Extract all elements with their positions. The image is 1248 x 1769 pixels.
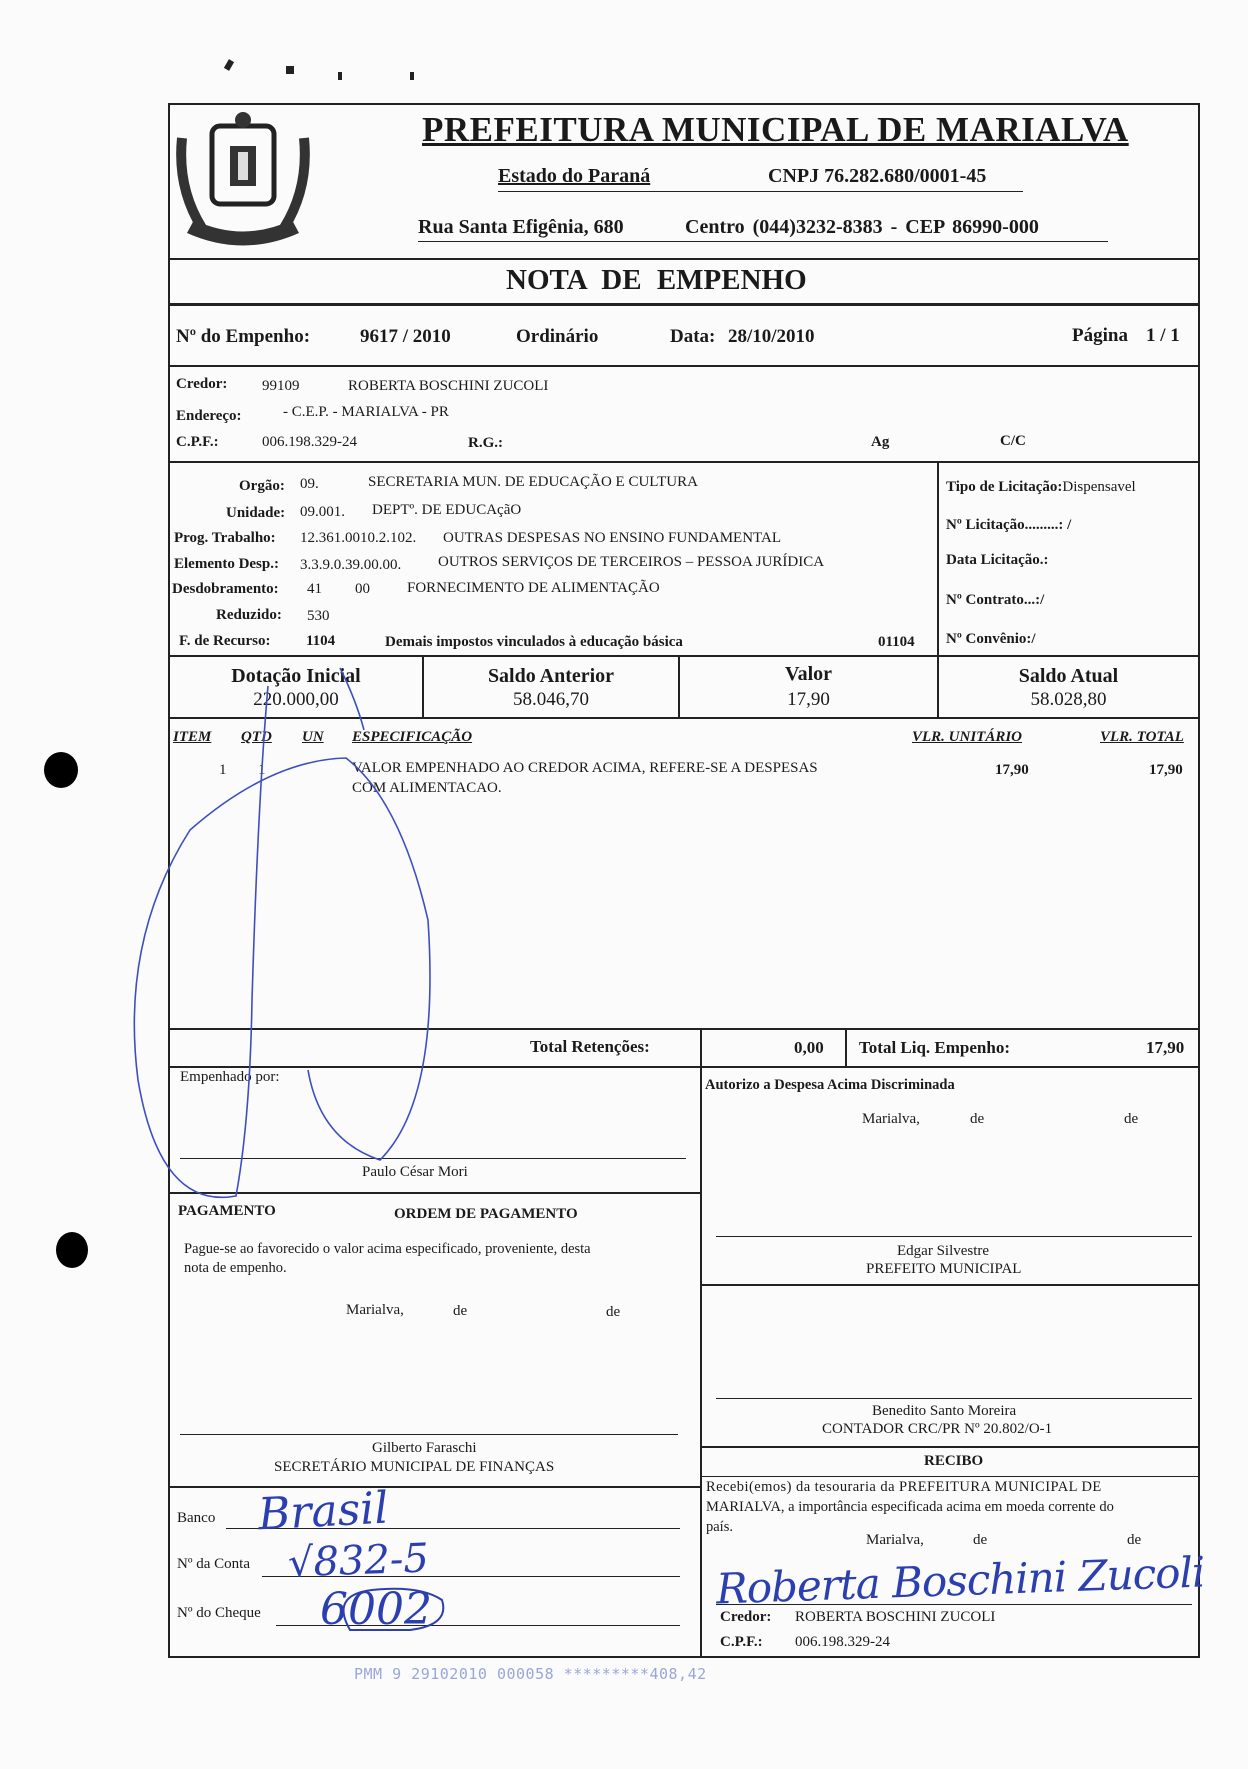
col-unit: VLR. UNITÁRIO — [912, 729, 1023, 745]
recibo-top-line — [700, 1446, 1200, 1448]
credor-label: Credor: — [176, 376, 228, 392]
conta-label: Nº da Conta — [177, 1556, 250, 1572]
unidade-desc: DEPTº. DE EDUCAçãO — [372, 502, 522, 518]
title-top-line — [168, 258, 1200, 260]
valor-label: Valor — [784, 663, 833, 685]
page-number: 1 / 1 — [1146, 325, 1180, 346]
recibo-cpf-value: 006.198.329-24 — [795, 1634, 890, 1650]
prog-label: Prog. Trabalho: — [174, 530, 276, 546]
recurso-desc: Demais impostos vinculados à educação básica — [385, 634, 683, 650]
scan-mark-3 — [338, 72, 342, 80]
item-qtd: 1 — [258, 762, 266, 778]
recibo-de-1: de — [973, 1532, 988, 1548]
recurso-code: 1104 — [306, 633, 336, 649]
lower-center-divider — [700, 1066, 702, 1658]
coat-of-arms-logo — [172, 108, 314, 258]
contador-name: Benedito Santo Moreira — [872, 1403, 1017, 1419]
item-total-value: 17,90 — [1149, 762, 1183, 778]
licitacao-data: Data Licitação.: — [946, 552, 1049, 568]
banco-label: Banco — [177, 1510, 216, 1526]
autorizo-label: Autorizo a Despesa Acima Discriminada — [705, 1077, 955, 1093]
header-contact: Centro (044)3232-8383 - CEP 86990-000 — [685, 216, 1039, 238]
ordem-text-2: nota de empenho. — [184, 1260, 287, 1276]
col-qtd: QTD — [241, 729, 272, 745]
orgao-label: Orgão: — [239, 478, 285, 494]
col-total: VLR. TOTAL — [1100, 729, 1184, 745]
handwritten-cheque: 6002 — [320, 1584, 432, 1635]
elemento-label: Elemento Desp.: — [174, 556, 279, 572]
empenho-number: 9617 / 2010 — [360, 326, 451, 347]
ordem-text-1: Pague-se ao favorecido o valor acima especificado, proveniente, desta — [184, 1241, 591, 1257]
reduzido-value: 530 — [307, 608, 330, 624]
recurso-num: 01104 — [878, 634, 915, 650]
saldo-atual-value: 58.028,80 — [1030, 689, 1107, 710]
unidade-label: Unidade: — [226, 505, 286, 521]
prefeito-bottom-line — [700, 1284, 1200, 1286]
empenho-label: Nº do Empenho: — [176, 326, 311, 347]
ordem-de-1: de — [453, 1303, 468, 1319]
ordem-label: ORDEM DE PAGAMENTO — [394, 1206, 578, 1222]
recurso-label: F. de Recurso: — [179, 633, 271, 649]
cpf-value: 006.198.329-24 — [262, 434, 357, 450]
reduzido-label: Reduzido: — [216, 607, 282, 623]
autorizo-de-1: de — [970, 1111, 985, 1127]
saldos-bottom-line — [168, 717, 1200, 719]
col-item: ITEM — [173, 729, 212, 745]
saldo-inicial-value: 220.000,00 — [253, 689, 339, 710]
credor-bottom-line — [168, 461, 1200, 463]
liq-value: 17,90 — [1146, 1038, 1185, 1057]
recibo-place: Marialva, — [866, 1532, 924, 1548]
saldo-atual-label: Saldo Atual — [1018, 665, 1119, 687]
handwritten-signature: Roberta Boschini Zucoli — [715, 1547, 1206, 1614]
endereco-label: Endereço: — [176, 408, 242, 424]
header-title: PREFEITURA MUNICIPAL DE MARIALVA — [422, 110, 1129, 149]
recibo-label-line — [700, 1476, 1200, 1477]
licitacao-tipo — [946, 479, 1136, 496]
cheque-label: Nº do Cheque — [177, 1605, 261, 1621]
ordem-place: Marialva, — [346, 1302, 404, 1318]
recibo-credor-label: Credor: — [720, 1609, 772, 1625]
recibo-credor-name: ROBERTA BOSCHINI ZUCOLI — [795, 1609, 996, 1625]
valor-value: 17,90 — [787, 689, 830, 710]
footer-stamp: PMM 9 29102010 000058 *********408,42 — [354, 1665, 707, 1683]
header-cnpj: CNPJ 76.282.680/0001-45 — [768, 165, 987, 187]
unidade-code: 09.001. — [300, 504, 345, 520]
licitacao-contrato: Nº Contrato...:/ — [946, 592, 1045, 608]
handwritten-conta: √832-5 — [287, 1535, 430, 1587]
prefeito-sign-line — [716, 1236, 1192, 1237]
credor-code: 99109 — [262, 378, 300, 394]
empenho-type: Ordinário — [516, 326, 599, 347]
saldo-inicial-label: Dotação Inicial — [231, 665, 361, 687]
autorizo-de-2: de — [1124, 1111, 1139, 1127]
recibo-text-2: MARIALVA, a importância especificada acima em moeda corrente do — [706, 1499, 1114, 1515]
elemento-code: 3.3.9.0.39.00.00. — [300, 557, 402, 573]
retencoes-value: 0,00 — [794, 1038, 824, 1057]
retencoes-label: Total Retenções: — [530, 1037, 650, 1056]
rg-label: R.G.: — [468, 435, 503, 451]
banco-top-line — [168, 1486, 700, 1488]
totals-div-1 — [700, 1028, 702, 1068]
header-state: Estado do Paraná — [498, 165, 651, 187]
orgao-code: 09. — [300, 476, 319, 492]
orgao-desc: SECRETARIA MUN. DE EDUCAÇÃO E CULTURA — [368, 474, 698, 490]
ag-label: Ag — [871, 434, 890, 450]
scan-mark-4 — [410, 72, 414, 80]
col-espec: ESPECIFICAÇÃO — [352, 729, 473, 745]
saldo-anterior-value: 58.046,70 — [513, 689, 589, 710]
licitacao-numero: Nº Licitação.........: / — [946, 517, 1072, 533]
ordem-de-2: de — [606, 1304, 621, 1320]
cc-label: C/C — [1000, 433, 1026, 449]
secretario-title: SECRETÁRIO MUNICIPAL DE FINANÇAS — [274, 1459, 555, 1475]
dotacao-divider — [937, 461, 939, 657]
scan-mark-1 — [224, 59, 234, 71]
desdob-sub: 00 — [355, 581, 370, 597]
licitacao-convenio: Nº Convênio:/ — [946, 631, 1036, 647]
desdob-desc: FORNECIMENTO DE ALIMENTAÇÃO — [407, 580, 660, 596]
item-unit-value: 17,90 — [995, 762, 1029, 778]
recibo-de-2: de — [1127, 1532, 1142, 1548]
item-desc-line2: COM ALIMENTACAO. — [352, 780, 502, 796]
recibo-cpf-label: C.P.F.: — [720, 1634, 763, 1650]
prog-code: 12.361.0010.2.102. — [300, 530, 417, 546]
title-bottom-line — [168, 303, 1200, 306]
empenhado-sign-line — [180, 1158, 686, 1159]
empenho-bottom-line — [168, 365, 1200, 367]
recibo-label: RECIBO — [924, 1453, 984, 1469]
cpf-label: C.P.F.: — [176, 434, 219, 450]
scan-mark-2 — [286, 66, 294, 74]
empenho-date-label: Data: — [670, 326, 716, 347]
totals-top-line — [168, 1028, 1200, 1030]
dotacao-bottom-line — [168, 655, 1200, 657]
punch-hole-top — [44, 752, 78, 788]
totals-bottom-line — [168, 1066, 1200, 1068]
contador-sign-line — [716, 1398, 1192, 1399]
contador-title: CONTADOR CRC/PR Nº 20.802/O-1 — [822, 1421, 1053, 1437]
prefeito-name: Edgar Silvestre — [897, 1243, 990, 1259]
empenhado-name: Paulo César Mori — [362, 1164, 468, 1180]
col-un: UN — [302, 729, 324, 745]
totals-div-2 — [845, 1028, 847, 1068]
header-address: Rua Santa Efigênia, 680 — [418, 216, 624, 238]
licitacao-tipo-label: Tipo de Licitação: — [946, 479, 1063, 495]
header-underline-1 — [498, 191, 1023, 192]
licitacao-tipo-value: Dispensavel — [1062, 479, 1136, 495]
item-desc-line1: VALOR EMPENHADO AO CREDOR ACIMA, REFERE-SE A DESPESAS — [352, 760, 818, 776]
elemento-desc: OUTROS SERVIÇOS DE TERCEIROS – PESSOA JURÍDICA — [438, 554, 825, 570]
item-number: 1 — [219, 762, 227, 778]
secretario-sign-line — [180, 1434, 678, 1435]
secretario-name: Gilberto Faraschi — [372, 1440, 477, 1456]
handwritten-banco: Brasil — [256, 1482, 390, 1541]
liq-label: Total Liq. Empenho: — [859, 1038, 1010, 1057]
recibo-text-1: Recebi(emos) da tesouraria da PREFEITURA MUNICIPAL DE — [706, 1479, 1102, 1495]
header-underline-2 — [418, 241, 1108, 242]
prog-desc: OUTRAS DESPESAS NO ENSINO FUNDAMENTAL — [443, 530, 781, 546]
desdob-code: 41 — [307, 581, 322, 597]
empenhado-label: Empenhado por: — [180, 1069, 280, 1085]
credor-name: ROBERTA BOSCHINI ZUCOLI — [348, 378, 549, 394]
autorizo-place: Marialva, — [862, 1111, 920, 1127]
endereco-value: - C.E.P. - MARIALVA - PR — [283, 404, 449, 420]
pagamento-top-line — [168, 1192, 700, 1194]
desdob-label: Desdobramento: — [172, 581, 279, 597]
empenho-date: 28/10/2010 — [728, 326, 815, 347]
prefeito-title: PREFEITO MUNICIPAL — [866, 1261, 1022, 1277]
punch-hole-bottom — [56, 1232, 88, 1268]
doc-title: NOTA DE EMPENHO — [506, 264, 807, 296]
saldo-anterior-label: Saldo Anterior — [487, 665, 615, 687]
pagamento-label: PAGAMENTO — [178, 1203, 276, 1219]
recibo-text-3: país. — [706, 1519, 733, 1535]
page-label: Página — [1072, 325, 1128, 346]
